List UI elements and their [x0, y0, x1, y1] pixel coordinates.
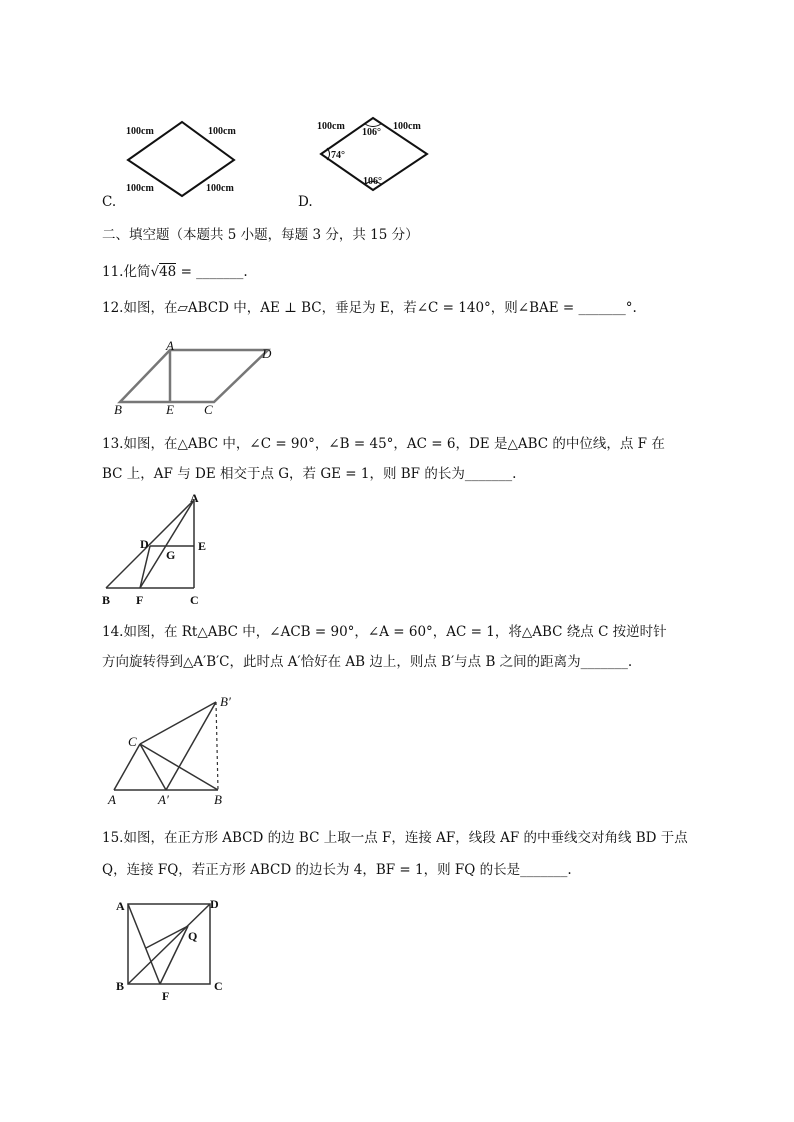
q12-figure [110, 338, 290, 418]
option-c-side-bottom-right: 100cm [206, 183, 234, 194]
q12-label-d: D [262, 346, 272, 361]
option-c-side-top-left: 100cm [126, 126, 154, 137]
section-title: 二、填空题（本题共 5 小题，每题 3 分，共 15 分） [102, 227, 419, 243]
question-14-line-2: 方向旋转得到△A′B′C，此时点 A′恰好在 AB 边上，则点 B′与点 B 之间的距离为_______. [102, 654, 633, 670]
q13-label-b: B [102, 593, 111, 607]
q15-label-a: A [116, 899, 125, 913]
q11-text-after: = _______. [176, 264, 248, 280]
q15-label-c: C [214, 979, 223, 993]
option-c-label: C. [102, 194, 117, 210]
q14-label-a: A [108, 792, 116, 807]
q14-label-c: C [128, 734, 137, 749]
q12-label-a: A [166, 338, 174, 353]
q15-label-f: F [162, 989, 170, 1003]
q14-figure [104, 694, 254, 806]
q14-label-b: B [214, 792, 222, 807]
option-d-label: D. [298, 194, 313, 210]
q15-figure [110, 896, 230, 1006]
sqrt-symbol: √ [150, 264, 160, 280]
q15-label-b: B [116, 979, 125, 993]
option-c-side-top-right: 100cm [208, 126, 236, 137]
q13-figure [100, 492, 220, 607]
option-c-figure [100, 118, 260, 208]
q12-label-b: B [114, 402, 122, 417]
q15-label-q: Q [188, 929, 198, 943]
q15-label-d: D [210, 897, 219, 911]
question-15-line-1: 15.如图，在正方形 ABCD 的边 BC 上取一点 F，连接 AF，线段 AF 的中垂线交对角线 BD 于点 [102, 830, 688, 846]
q14-label-b-prime: B′ [220, 694, 231, 709]
q13-label-c: C [190, 593, 199, 607]
option-d-side-left: 100cm [317, 121, 345, 132]
q13-label-d: D [140, 537, 149, 551]
question-13-line-2: BC 上，AF 与 DE 相交于点 G，若 GE = 1，则 BF 的长为_______. [102, 466, 517, 482]
q13-label-f: F [136, 593, 144, 607]
question-14-line-1: 14.如图，在 Rt△ABC 中，∠ACB = 90°，∠A = 60°，AC = 1，将△ABC 绕点 C 按逆时针 [102, 624, 667, 640]
q14-label-a-prime: A′ [158, 792, 169, 807]
q13-label-e: E [198, 539, 207, 553]
question-13-line-1: 13.如图，在△ABC 中，∠C = 90°，∠B = 45°，AC = 6，DE 是△ABC 的中位线，点 F 在 [102, 436, 665, 452]
q11-radicand: 48 [159, 264, 177, 280]
option-d-figure [315, 112, 465, 202]
q12-label-c: C [204, 402, 213, 417]
option-d-angle-bottom: 106° [363, 176, 382, 187]
option-c-side-bottom-left: 100cm [126, 183, 154, 194]
q11-text-before: 11.化简 [102, 264, 151, 280]
q13-label-a: A [190, 491, 199, 505]
option-d-angle-left: 74° [331, 150, 345, 161]
q13-label-g: G [166, 548, 176, 562]
option-d-side-right: 100cm [393, 121, 421, 132]
question-11 [102, 262, 248, 282]
q12-label-e: E [166, 402, 174, 417]
question-12: 12.如图，在▱ABCD 中，AE ⊥ BC，垂足为 E，若∠C = 140°，则∠BAE = _______°. [102, 300, 637, 316]
option-d-angle-top: 106° [362, 127, 381, 138]
question-15-line-2: Q，连接 FQ，若正方形 ABCD 的边长为 4，BF = 1，则 FQ 的长是_______. [102, 862, 572, 878]
